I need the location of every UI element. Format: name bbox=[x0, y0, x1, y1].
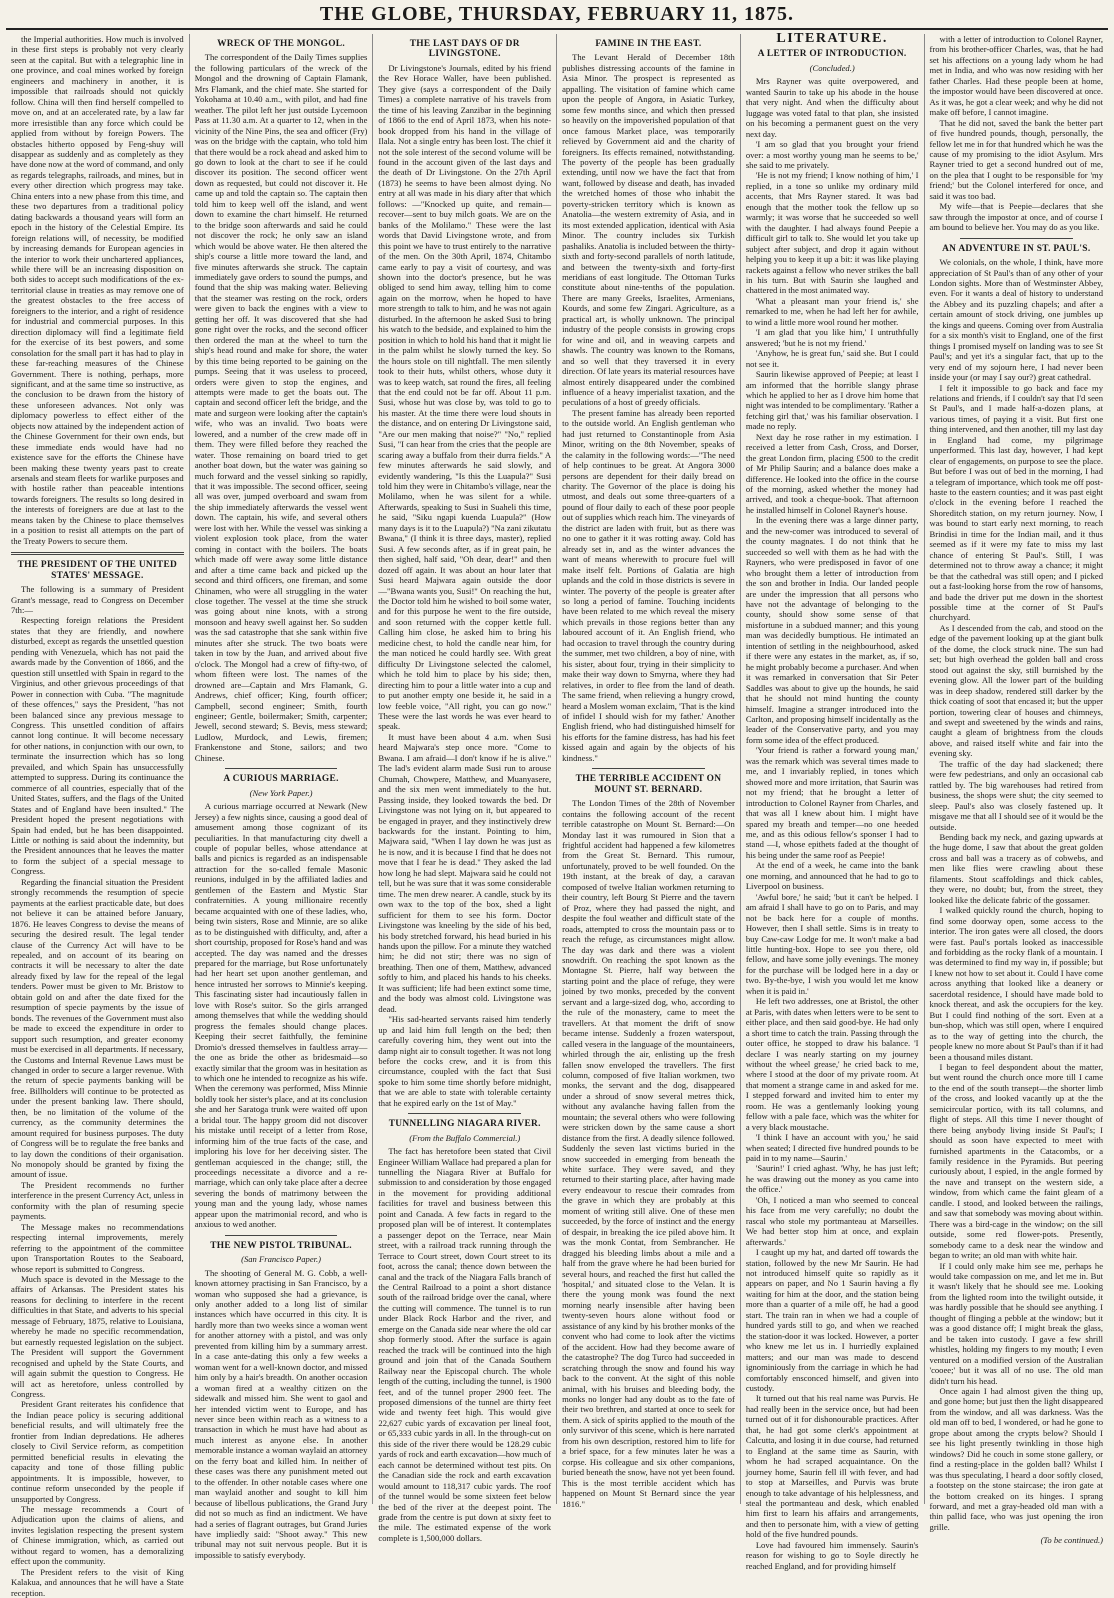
article-source: (San Francisco Paper.) bbox=[241, 1254, 322, 1265]
article-paragraph: I began to feel despondent about the matter, but went round the church once more till I came to the end of the south transept—the shorter limb of the cross, and looked vacantly up at the the semicircular portico, with its tall columns, and flight of steps. All this time I never thought of there being anybody living inside St Paul's; I should as soon have expected to meet with furnished apartments in the Catacombs, or a family residence in the Pyramids. But peering curiously about, I espied, in the angle formed by the nave and transept on the western side, a window, from which came the faint gleam of a candle. I stood, and looked between the railings, and saw that somebody was moving about within. There was a bird-cage in the window; on the sill outside, some red flower-pots. Presently, somebody came to a desk near the window and began to write; an old man with white hair. bbox=[929, 1061, 1104, 1261]
article-paragraph: It turned out that his real name was Purvis. He had really been in the service once, but had been turned out of it for dishonourable practices. After that, he had got some clerk's appointment at Calcutta, and losing it in due course, had returned to England at the same time as Saurin, with whom he had scraped acquaintance. On the journey home, Saurin fell ill with fever, and had to stop at Marseilles, and Purvis was brute enough to take advantage of his helplessness, and steal the portmanteau and desk, which enabled him first to learn his affairs and arrangements, and then to personate him, with a view of getting hold of the five hundred pounds. bbox=[745, 1393, 919, 1540]
article-source: (Concluded.) bbox=[809, 62, 855, 73]
article-headline: THE NEW PISTOL TRIBUNAL. bbox=[210, 1240, 352, 1251]
article-paragraph: The shooting of General M. G. Cobb, a well-known attorney practising in San Francisco, by a woman who supposed she had a grievance, is only another added to a long list of similar instances which have occurred in this city. It is hardly more than two weeks since a woman went for another attorney with a pistol, and was only prevented from killing him by a summary arrest. In a case ante-dating this only a few weeks a woman went for a well-known doctor, and missed him only by a hair's breadth. On another occasion a woman fired at a wealthy citizen on the sidewalk and missed him. She went to gaol and her intended victim went to Europe, and has never since been within reach as a witness to a transaction in which he must have had about as much interest as anyone else. In another memorable instance a woman waylaid an attorney on the ferry boat and killed him. In neither of these cases was there any punishment meted out to the offender. In other notable cases where one man waylaid another and sought to kill him because of libellous publications, the Grand Jury did not so much as find an indictment. We have had a series of flagrant outrages, but Grand Juries have impliedly said: "Shoot away." This new tribunal may not suit nervous people. But it is impossible to satisfy everybody. bbox=[194, 1267, 368, 1560]
article-paragraph: Mrs Rayner was quite overpowered, and wanted Saurin to take up his abode in the house that very night. And when the difficulty about luggage was voted fatal to that plan, she insisted on his becoming a permanent guest on the very next day. bbox=[745, 76, 919, 139]
article-headline: THE LAST DAYS OF DR LIVINGSTONE. bbox=[409, 39, 520, 60]
article-headline: AN ADVENTURE IN ST. PAUL'S. bbox=[942, 243, 1091, 254]
article-paragraph: At the end of a week, he came into the bank one morning, and announced that he had to go to Liverpool on business. bbox=[745, 860, 919, 892]
column-divider-rule bbox=[960, 238, 1074, 239]
article-paragraph: The London Times of the 28th of November contains the following account of the recent terrible catastrophe on Mount St. Bernard:—On Monday last it was rumoured in Sion that a frightful accident had happened a few kilometres from the Great St. Bernard. This rumour, unfortunately, proved to be well founded. On the 19th instant, at the break of day, a caravan composed of twelve Italian workmen returning to their country, left Bourg St Pierre and the tavern of Proz, where they had passed the night, and despite the foul weather and difficult state of the roads, attempted to cross the mountain pass or to reach the refuge, as circumstances might allow. The day was dark and there was a violent snowdrift. On reaching the spot known as the Montagne St. Pierre, half way between the starting point and the place of refuge, they were joined by two monks, preceded by the convent servant and a large-sized dog, who, according to the rule of the monastery, came to meet the travellers. At that moment the drift of snow became intense. Suddenly a frozen waterspout, called vesera in the language of the mountaineers, whirled through the air, enlisting up the fresh fallen snow enveloped the travellers. The first column, composed of five Italian workmen, two monks, the servant and the dog, disappeared under a shroud of snow several metres thick, without any avalanche having fallen from the mountain; the several others who were following were stricken down by the same cause a short distance from the first. A deadly silence followed. Suddenly the seven last victims buried in the snow succeeded in emerging from beneath the white surface. They were saved, and they returned to their starting place, after having made every endeavour to rescue their comrades from the grave in which they are probably at this moment of writing still alive. One of these men succeeded, by the force of instinct and the energy of despair, in breaking the ice piled above him. It was the monk Contat, from Sembrancher. He dragged his bleeding limbs about a mile and a half from the grave where he had been buried for several hours, and reached the first hut called the 'hospital,' and situated close to the Velan. It is there the young monk was found the next morning nearly insensible after having been twenty-seven hours alone without food or assistance of any kind by his brother monks of the convent who had come to look after the victims of the accident. How had they become aware of the catastrophe? The dog Turco had succeeded in scratching through the snow and found his way back to the convent. At the sight of this noble animal, with his bruises and bleeding body, the monks no longer had any doubt as to the fate of their two brethren, and started at once to seek for them. A sick of spirits applied to the mouth of the only survivor of this scene, which is here narrated from his own description, restored him to life for a brief space, for a few minutes later he was a corpse. His colleague and six other companions, buried beneath the snow, have not yet been found. This is the most terrible accident which has happened on Mount St Bernard since the year 1816." bbox=[562, 798, 735, 1509]
article-paragraph: 'I think I have an account with you,' he said when seated; I directed five hundred pounds to be paid in to my name—Saurin.' bbox=[745, 1132, 919, 1164]
article-paragraph: the Imperial authorities. How much is involved in these first steps is probably not very clearly seen at the capital. But with a telegraphic line in one province, and coal mines worked by foreign engineers and machinery in another, it is impossible that railroads should not quickly follow. China will then find herself compelled to move on, and at an accelerated rate, by a law far more irresistible than any force which could be applied from without by foreign Powers. The obstacles hitherto opposed by Feng-shuy will disappear as suddenly and as completely as they have done now at the word of command, and only as regards telegraphs, railroads, and mines, but in every other direction which progress may take. China enters into a new phase from this time, and these two departures from a traditional policy dating backwards a thousand years will form an epoch in the history of the Celestial Empire. Its foreign relations will, of necessity, be modified by increasing demands for European agencies in the interior to work their unchartered appliances, while there will be an increasing disposition on both sides to accept such modifications of the ex-territorial clause in treaties as may remove one of the greatest obstacles to the free access of foreigners to the interior, and a right of residence for industrial and commercial purposes. In this direction diplomacy will find a legitimate field for the exercise of its best powers, and some consolation for the small part it has had to play in these far-reaching measures of the Chinese Government. There is nothing, perhaps, more significant, and at the same time so instructive, as the conclusion to be drawn from the history of these unforeseen advances. Not only was diplomacy powerless to effect either of the objects now attained by the independent action of the Chinese Government for their own ends, but these immediate ends would have had no existence save for the efforts the Chinese have been making these twenty years past to create arsenals and steam fleets for warlike purposes and with hostile rather than peaceable intentions towards foreigners. The results so long desired in the interests of foreigners are due at last to the means taken by the Chinese to place themselves in a position to resist all attempts on the part of the Treaty Powers to secure them. bbox=[11, 34, 184, 546]
article-headline: WRECK OF THE MONGOL. bbox=[217, 39, 345, 49]
article-paragraph: I caught up my hat, and darted off towards the station, followed by the new Mr Saurin. He had not introduced himself quite so rapidly as it appears on paper, and No 1 Saurin having a fly waiting for him at the door, and the station being more than a quarter of a mile off, he had a good start. The train ran in when we had a couple of hundred yards still to go, and when we reached the station-door it was locked. However, a porter who knew me let us in. I hurriedly explained matters; and our man was made to descend ignominiously from the carriage in which he had comfortably ensconced himself, and given into custody. bbox=[745, 1247, 919, 1393]
article-source: (New York Paper.) bbox=[249, 787, 313, 798]
article-paragraph: Regarding the financial situation the President strongly recommends the resumption of specie payments at the earliest practicable date, but does not believe it can be attained before January, 1876. He leaves Congress to devise the means of securing the desired result. The legal tender clause of the Currency Act will have to be repealed, and on account of its bearing on contracts it will be necessary to alter the date already fixed by law for the repeal of the legal tenders. Power must be given to Mr. Bristow to obtain gold on and after the date fixed for the resumption of specie payments by the issue of bonds. The revenues of the Government must also be made to exceed the expenditure in order to support such resumption, and greater economy must be exercised in all departments. If necessary, the Customs and Internal Revenue Laws must be changed in order to secure a larger revenue. With the return of specie payments banking will be free. Billholders will continue to be protected as under the present banking law. There should, then, be no limitation of the volume of the currency, as the community determines the amount required for business purposes. The duty of Congress will be to regulate the free banks and to lay down the conditions of their organisation. No monopoly should be granted by fixing the amount of issue. bbox=[11, 876, 184, 1180]
article-headline: LITERATURE. bbox=[776, 31, 888, 46]
column-divider-rule bbox=[408, 1113, 521, 1114]
article-paragraph: 'What a pleasant man your friend is,' she remarked to me, when he had left her for awhile, to wind a little more wool round her mother. bbox=[745, 295, 919, 327]
article-paragraph: In the evening there was a large dinner party, and the new-comer was introduced to several of the county magnates. I do not think that he succeeded so well with them as he had with the Rayners, who were predisposed in favor of one who brought them a letter of introduction from the son and brother in India. Our landed people are under the impression that all persons who have not the advantage of belonging to the county, should show some sense of that misfortune in a subdued manner; and this young man was decidedly bumptious. He intimated an intention of settling in the neighbourhood, asked if there were any estates in the market, as, if so, he might probably become a purchaser. And when it was remarked in conversation that Sir Peter Saddles was about to give up the hounds, he said that he should not mind hunting the county himself. Imagine a stranger introduced into the Carlton, and proposing himself incidentally as the leader of the Conservative party, and you may form some idea of the effect produced. bbox=[745, 515, 919, 745]
column-divider-rule bbox=[225, 768, 338, 769]
article-headline: TUNNELLING NIAGARA RIVER. bbox=[388, 1119, 541, 1130]
article-headline: FAMINE IN THE EAST. bbox=[595, 39, 702, 49]
article-headline: A CURIOUS MARRIAGE. bbox=[223, 774, 339, 785]
article-paragraph: I felt it impossible to go back and face my relations and friends, if I couldn't say that I'd seen St Paul's, and I made half-a-dozen plans, at various times, of paying it a visit. But first one thing intervened, and then another, till my last day in England had come, my pilgrimage unperformed. This last day, however, I had kept clear of engagements, on purpose to see the place. But before I was out of bed in the morning, I had a telegram of importance, which took me off post-haste to the eastern counties; and it was past eight o'clock in the evening before I reached the Shoreditch station, on my return journey. Now, I was bound to start early next morning, to reach Brindisi in time for the Indian mail, and it thus seemed as if it were my fate to miss my last chance of entering St Paul's. Still, I was determined not to throw away a chance; it might be that the cathedral was still open; and I picked out a fast-looking horse from the row of hansoms, and bade the driver put me down in the shortest possible time at the corner of St Paul's churchyard. bbox=[929, 382, 1104, 623]
article-paragraph: Dr Livingstone's Journals, edited by his friend the Rev Horace Waller, have been published. They give (says a correspondent of the Daily Times) a complete narrative of his travels from the time of his leaving Zanzibar in the beginning of 1866 to the end of April 1873, when his note-book dropped from his hand in the village of Ilala. Not a single entry has been lost. The chief it not the sole interest of the second volume will be found in the account given of the last days and the death of Dr Livingstone. On the 27th April (1873) he seems to have been almost dying. No entry at all was made in his diary after that which follows: —"Knocked up quite, and remain—recover—sent to buy milch goats. We are on the banks of the Molilamo." These were the last words that David Livingstone wrote, and from this point we have to trust entirely to the narrative of the men. On the 30th April, 1874, Chitambo came early to pay a visit of courtesy, and was shown into the doctor's presence, but he was obliged to send him away, telling him to come again on the morrow, when he hoped to have more strength to talk to him, and he was not again disturbed. In the afternoon he asked Susi to bring his watch to the bedside, and explained to him the position in which to hold his hand that it might lie in the palm whilst he slowly turned the key. So the hours stole on till nightfall. The men silently took to their huts, whilst others, whose duty it was to keep watch, sat round the fires, all feeling that the end could not be far off. About 11 p.m. Susi, whose hut was close by, was told to go to his master. At the time there were loud shouts in the distance, and on entering Dr Livingstone said, "Are our men making that noise?" "No," replied Susi, "I can hear from the cries that the people are scaring away a buffalo from their durra fields." A few minutes afterwards he said slowly, and evidently wandering, "Is this the Luapula?" Susi told him they were in Chitambo's village, near the Molilamo, when he was silent for a while. Afterwards, speaking to Susi in Suaheli this time, he said, "Siku ngapi kuenda Luapula?" (How many days is it to the Luapula?) "Na zani zikutatu Bwana," (I think it is three days, master), replied Susi. A few seconds after, as if in great pain, he then sighed, half said, "Oh dear, dear!" and then dozed off again. It was about an hour later that Susi heard Majwara again outside the door—"Bwana wants you, Susi!" On reaching the hut, the Doctor told him he wished to boil some water, and for this purpose he went to the fire outside, and soon returned with the copper kettle full. Calling him close, he asked him to bring his medicine chest, to hold the candle near him, for the man noticed he could hardly see. With great difficulty Dr Livingstone selected the calomel, which he told him to place by his side; then, directing him to pour a little water into a cup and to put another empty one beside it, he said in a low feeble voice, "All right, you can go now." These were the last words he was ever heard to speak. bbox=[378, 62, 552, 732]
article-paragraph: It must have been about 4 a.m. when Susi heard Majwara's step once more. "Come to Bwana. I am afraid—I don't know if he is alive." The lad's evident alarm made Susi run to arouse Chumah, Chowpere, Matthew, and Muanyasere, and the six men went immediately to the hut. Passing inside, they looked towards the bed. Dr Livingstone was not lying on it, but appeared to be engaged in prayer, and they instinctively drew backwards for the instant. Pointing to him, Majwara said, "When I lay down he was just as he is now, and it is because I find that he does not move that I fear he is dead." They asked the lad how long he had slept. Majwara said he could not tell, but he was sure that it was some considerable time. The men drew nearer. A candle, stuck by its own wax to the top of the box, shed a light sufficient for them to see his form. Doctor Livingstone was kneeling by the side of his bed, his body stretched forward, his head buried in his hands upon the pillow. For a minute they watched him; he did not stir; there was no sign of breathing. Then one of them, Matthew, advanced softly to him, and placed his hands to his cheeks. It was sufficient; life had been extinct some time, and the body was almost cold. Livingstone was dead. bbox=[378, 731, 552, 1014]
article-headline: THE PRESIDENT OF THE UNITED STATES' MESSAGE. bbox=[17, 560, 178, 581]
article-paragraph: The Levant Herald of December 18th publishes distressing accounts of the famine in Asia Minor. The prospect is represented as appalling. The visitation of famine which came upon the people of Angora, in Asiatic Turkey, some few months since, and which then pressed so heavily on the impoverished population of that once famous Market place, was temporarily relieved by Government aid and the charity of foreigners. Its effects remained, notwithstanding. The poverty of the people has been gradually extending, until now we have the fact that from want, followed by disease and death, has invaded the wretched homes of those who inhabit the poverty-stricken territory which is known as Anatolia—the western extremity of Asia, and in its most extended application, identical with Asia Minor. The country includes six Turkish pashaliks. Anatolia is included between the thirty-sixth and forty-second parallels of north latitude, and between the twenty-sixth and forty-first meridians of east longitude. The Ottoman Turks constitute about nine-tenths of the population. There are many Greeks, Israelites, Armenians, Kourds, and some few Zingari. Agriculture, as a practical art, is wholly unknown. The principal industry of the people consists in growing crops for wine and oil, and in weaving carpets and shawls. The country was known to the Romans, and so well that they traversed it in every direction. Of late years its material resources have almost entirely disappeared under the combined influence of a heavy imperialist taxation, and the peculations of a host of greedy officials. bbox=[562, 52, 735, 408]
article-paragraph: The message recommends a Court of Adjudication upon the claims of aliens, and invites legislation respecting the present system of Chinese immigration, which, as carried out without regard to women, has a demoralizing effect upon the community. bbox=[11, 1503, 184, 1567]
article-paragraph: That he did not, saved the bank the better part of five hundred pounds, though, personally, the fellow let me in for that hundred which he was the cause of my promising to the idiot Asylum. Mrs Rayner tried to get a second hundred out of me, on the plea that I ought to be responsible for 'my friend;' but the Colonel interfered for once, and said it was too bad. bbox=[929, 117, 1104, 201]
article-paragraph: The fact has heretofore been stated that Civil Engineer William Wallace had prepared a plan for tunnelling the Niagara River at Buffalo for submission to and consideration by those engaged in the movement for providing additional facilities for travel and business between this point and Canada. A few facts in regard to the proposed plan will be of interest. It contemplates a passenger depot on the Terrace, near Main street, with a railroad track running through the Terrace to Court street, down Court street to its foot, across the canal; thence down between the canal and the track of the Niagara Falls branch of the Central Railroad to a point a short distance south of the railroad bridge over the canal, where the cutting will commence. The tunnel is to run under Black Rock Harbor and the river, and emerge on the Canada side near where the old car shop formerly stood. After the surface is again reached the track will be continued into the high ground and join that of the Canada Southern Railway near the Episcopal church. The whole length of the cutting, including the tunnel, is 1900 feet, and of the tunnel proper 2900 feet. The proposed dimensions of the tunnel are thirty feet wide and twenty feet high. This would give 22,627 cubic yards of excavation per lineal foot, or 65,333 cubic yards in all. In the through-cut on this side of the river there would be 128.29 cubic yards of rock and earth excavation—how much of each cannot be determined without test pits. On the Canadian side the rock and earth excavation would amount to 118,317 cubic yards. The roof of the tunnel would be some sixteen feet below the bed of the river at the deepest point. The grade from the centre is put down at sixty feet to the mile. The estimated expense of the work complete is 1,500,000 dollars. bbox=[378, 1146, 552, 1543]
article-paragraph: 'I am glad that you like him,' I untruthfully answered; 'but he is not my friend.' bbox=[745, 327, 919, 348]
article-headline: A LETTER OF INTRODUCTION. bbox=[757, 49, 907, 60]
column-4 bbox=[557, 34, 741, 1509]
article-paragraph: 'Anyhow, he is great fun,' said she. But I could not see it. bbox=[745, 348, 919, 369]
article-paragraph: We colonials, on the whole, I think, have more appreciation of St Paul's than of any other of your London sights. More than of Westminster Abbey, even. For it wants a deal of history to understand the Abbey and its puzzling chapels; and after a certain amount of stock driving, one jumbles up the kings and queens. Coming over from Australia for a six month's visit to England, one of the first things I promised myself on landing was to see St Paul's; and yet it's a singular fact, that up to the very end of my sojourn here, I had never been inside your (or may I say our?) great cathedral. bbox=[929, 257, 1104, 383]
column-3 bbox=[373, 34, 557, 1543]
column-1 bbox=[6, 34, 190, 1598]
article-paragraph: 'I am so glad that you brought your friend over: a most worthy young man he seems to be,' she said to me privately. bbox=[745, 139, 919, 170]
article-paragraph: with a letter of introduction to Colonel Rayner, from his brother-officer Charles, was, that he had set his affections on a young lady whom he had met in India, and who was now residing with her father Charles. Had these people been at home, the impostor would have been discovered at once. As it was, he got a clear week; and why he did not make off before, I cannot imagine. bbox=[929, 34, 1104, 118]
article-paragraph: A curious marriage occurred at Newark (New Jersey) a few nights since, causing a good deal of amusement among those cognizant of its peculiarities. In that manufacturing city dwell a couple of popular belles, whose attendance at balls and picnics is regarded as an indispensable attraction for the so-called female Masonic reunions, indulged in by the affiliated ladies and gentlemen of the Eastern and Mystic Star confraternities. A young millionaire recently became acquainted with one of these ladies, who, being twin sisters, Rose and Minnie, are so alike as to be distinguished with difficulty, and, after a short courtship, proposed for Rose's hand and was accepted. The day was named and the dresses prepared for the marriage, but Rose unfortunately had her heart set upon another gentleman, and hence intrusted her sorrows to Minnie's keeping. This fascinating sister had incautiously fallen in love with Rose's suitor. So the girls arranged among themselves that while the wedding should progress the females should change places. Keeping their secret faithfully, the feminine Dromio's dressed themselves in faultless array—the one as bride the other as bridesmaid—so exactly similar that the groom was in hesitation as to which one he intended to recognize as his wife. When the ceremony was performed, Miss Minnie boldly took her sister's place, and at its conclusion she and her Saratoga trunk were waited off upon a bridal tour. The happy groom did not discover his mistake until receipt of a letter from Rose, informing him of the true facts of the case, and imploring his love for her deceiving sister. The gentleman acquiesced in the change; still, the proceedings necessitate a divorce and a re-marriage, which can only take place after a decree severing the bonds of matrimony between the young man and the young lady, whose names appear upon the matrimonial record, and who is anxious to wed another. bbox=[194, 801, 368, 1230]
column-5 bbox=[741, 31, 925, 1571]
article-paragraph: My wife—that is Peepie—declares that she saw through the impostor at once, and of course I am bound to believe her. You may do as you like. bbox=[929, 201, 1104, 233]
article-paragraph: As I descended from the cab, and stood on the edge of the pavement looking up at the giant bulk of the dome, the clock struck nine. The sun had set; but high overhead the golden ball and cross stood out against the sky, still burnished by the evening glow. All the lower part of the building was in deep shadow, rendered still darker by the thick coating of soot that encased it; but the upper portion, towering clear of houses and chimneys, and swept and sweetened by the winds and rains, caught a gleam of brightness from the clouds above, and raised itself white and fair into the evening sky. bbox=[929, 622, 1104, 759]
article-paragraph: "His sad-hearted servants raised him tenderly up and laid him full length on the bed; then carefully covering him, they went out into the damp night air to consult together. It was not long before the cocks crew, and it is from this circumstance, coupled with the fact that Susi spoke to him some time shortly before midnight, that we are able to state with tolerable certainty that he expired early on the 1st of May." bbox=[378, 1014, 552, 1108]
column-divider-rule bbox=[11, 552, 184, 555]
article-paragraph: The traffic of the day had slackened; there were few pedestrians, and only an occasional cab rattled by. The big warehouses had retired from business, the shops were shut; the city seemed to sleep. Paul's also was closely fastened up. It misgave me that all I should see of it would be the outside. bbox=[929, 758, 1104, 832]
article-paragraph: Much space is devoted in the Message to the affairs of Arkansas. The President states his reasons for declining to interfere in the recent difficulties in that State, and adverts to his special message of February, 1875, relative to Louisiana, whereby he made no specific recommendation, but earnestly requested legislation on the subject. The President will support the Government recognised and upheld by the State Courts, and will again submit the question to Congress. He will act as heretofore, unless controlled by Congress. bbox=[11, 1274, 184, 1399]
article-paragraph: Respecting foreign relations the President states that they are friendly, and nowhere disturbed, except as regards the unsettled question pending with Venezuela, which has not paid the awards made by the Convention of 1866, and the question still unsettled with Spain in regard to the Virginius, and other grievous proceedings of that Power in connection with Cuba. "The magnitude of these offences," says the President, "has not been balanced since any previous message to Congress. This unsettled condition of affairs cannot long continue. It will become necessary for other nations, in conjunction with our own, to terminate the insurrection which has so long prevailed, and which Spain has unsuccessfully attempted to suppress. During its continuance the commerce of all countries, especially that of the United States, suffers, and the flags of the United States and of England have been insulted." The President hoped the present negotiations with Spain had ended, but he has been disappointed. Little or nothing is said about the indemnity, but the President announces that he leaves the matter to form the subject of a special message to Congress. bbox=[11, 615, 184, 877]
article-paragraph: 'Saurin!' I cried aghast. 'Why, he has just left; he was drawing out the money as you came into the office.' bbox=[745, 1163, 919, 1195]
columns-container bbox=[6, 31, 1108, 1598]
article-paragraph: The Message makes no recommendations respecting internal improvements, merely referring to the appointment of the committee upon Transportation Routes to the Seaboard, whose report is submitted to Congress. bbox=[11, 1221, 184, 1274]
article-paragraph: 'Oh, I noticed a man who seemed to conceal his face from me very carefully; no doubt the rascal who stole my portmanteau at Marseilles. We had better stop him at once, and explain afterwards.' bbox=[745, 1194, 919, 1247]
article-paragraph: I walked quickly round the church, hoping to find some doorway open, some access to the interior. The iron gates were all closed, the doors were fast. Paul's portals looked as inaccessible and forbidding as the rocky flank of a mountain. I was determined to find my way in, if possible; but I knew not how to set about it. Could I have come across anything that looked like a deanery or sacerdotal residence, I should have made bold to knock thereat, and ask the occupiers for the key. But I could find nothing of the sort. Even at a bun-shop, which was still open, where I enquired as to the way of getting into the church, the people knew no more about St Paul's than if it had been a thousand miles distant. bbox=[929, 905, 1104, 1062]
article-paragraph: The President refers to the visit of King Kalakua, and announces that he will have a State reception. bbox=[11, 1566, 184, 1598]
column-6 bbox=[925, 34, 1109, 1546]
article-paragraph: Next day he rose rather in my estimation. I received a letter from Cash, Cross, and Dorser, the great London firm, placing £500 to the credit of Mr Philip Saurin; and a balance does make a difference. He looked into the office in the course of the morning, asked whether the money had arrived, and took a cheque-book. That afternoon he installed himself in Colonel Rayner's house. bbox=[745, 431, 919, 515]
article-paragraph: 'He is not my friend; I know nothing of him,' I replied, in a tone so unlike my ordinary mild accents, that Mrs Rayner stared. It was bad enough that the mother took the fellow up so warmly; it was worse that he succeeded so well with the daughter. I had always found Peepie a difficult girl to talk to. She would let you take up subject after subject, and drop it again without helping you to keep it up a bit: it was like playing rackets against a fellow who never strikes the ball in his turn. But with Saurin she laughed and chattered in the most animated way. bbox=[745, 170, 919, 296]
article-paragraph: 'Awful bore,' he said; 'but it can't be helped. I am afraid I shall have to go on to Paris, and may not be back here for a couple of months. However, then I shall settle. Sims is in treaty to buy Caw-caw Lodge for me. It won't make a bad little hunting-box. Hope to see you there, old fellow, and have some jolly evenings. The money for the purchase will be lodged here in a day or two. By-the-bye, I wish you would let me know when it is paid in.' bbox=[745, 891, 919, 996]
column-divider-rule bbox=[225, 1235, 338, 1236]
article-paragraph: Once again I had almost given the thing up, and gone home; but just then the light disappeared from the window, and all was darkness. Was the old man off to bed, I wondered, or had he gone to grope about among the crypts below? Should I see his light presently twinkling in those high windows? Did he couch in some stone gallery, or find a resting-place in the golden ball? Whilst I was thus speculating, I heard a door softly closed, a footstep on the stone staircase; the iron gate at the bottom creaked on its hinges. I sprang forward, and met a gray-headed old man with a thin pallid face, who was just opening the iron grille. bbox=[929, 1386, 1104, 1532]
article-paragraph: If I could only make him see me, perhaps he would take compassion on me, and let me in. But it wasn't likely that he should see me. Looking from the lighted room into the twilight outside, it was hardly possible that he should see anything. I thought of flinging a pebble at the window; but it was a good distance off; I might break the glass, and be taken into custody. I gave a few shrill whistles, holding my fingers to my mouth; I even ventured on a modified version of the Australian 'cooee;' but it was all of no use. The old man didn't turn his head. bbox=[929, 1260, 1104, 1386]
article-paragraph: The President recommends no further interference in the present Currency Act, unless in conformity with the plan of resuming specie payments. bbox=[11, 1179, 184, 1222]
article-headline: THE TERRIBLE ACCIDENT ON MOUNT ST. BERNARD. bbox=[575, 774, 722, 795]
article-paragraph: 'Your friend is rather a forward young man,' was the remark which was several times made to me, and I invariably replied, in tones which showed more and more irritation, that Saurin was not my friend; that he brought a letter of introduction to Colonel Rayner from Charles, and that was all I knew about him. I might have spared my breath and temper—no one heeded me, and as this odious fellow's sponser I had to stand —I, whose epithets faded at the thought of his being under the same roof as Peepie! bbox=[745, 745, 919, 860]
masthead: THE GLOBE, THURSDAY, FEBRUARY 11, 1875. bbox=[6, 0, 1108, 30]
continued-note: (To be continued.) bbox=[1040, 1535, 1104, 1546]
article-paragraph: Love had favoured him immensely. Saurin's reason for wishing to go to Soyle directly he reached England, and for providing himself bbox=[745, 1539, 919, 1571]
article-paragraph: The following is a summary of President Grant's message, read to Congress on December 7th:— bbox=[11, 584, 184, 616]
article-paragraph: The correspondent of the Daily Times supplies the following particulars of the wreck of the Mongol and the drowning of Captain Flamank, Mrs Flamank, and the chief mate. She started for Yokohama at 10.40 a.m., with pilot, and had fine weather. The pilot left her just outside Lycemoon Pass at 11.30 a.m. At a quarter to 12, when in the vicinity of the Nine Pins, the sea and officer (Fry) was on the bridge with the captain, who told him that there would be a rock ahead and asked him to go down to look at the chart to see if he could discover its position. The second officer went down as requested, but could not discover it. He came up and told the captain so. The captain then told him to keep well off the island, and went down to examine the chart himself. He returned to the bridge soon afterwards and said he could not discover the rock; he only saw an island which would be above water. He then altered the ship's course a little more toward the land, and five minutes afterwards she struck. The captain immediately gave orders to sound the pumps, and found that the ship was making water. Believing that the steamer was resting on the rock, orders were given to back the engines with a view to getting her off. It was discovered that she had gone right over the rocks, and the second officer then ordered the man at the wheel to turn the ship's head round and make for shore, the water by this time being reported to be gaining on the pumps. Seeing that it was useless to proceed, orders were given to stop the engines, and attempts were made to get the boats out. The captain and second officer left the bridge, and the mate and surgeon were looking after the captain's wife, who was an invalid. Two boats were lowered, and a number of the crew made off in them. They were filled before they reached the water. Those remaining on board tried to get another boat down, but the water was gaining so much forward and the vessel sinking so rapidly, that it was impossible. The second officer, seeing all was over, jumped overboard and swam from the ship immediately afterwards the vessel went down. The captain, his wife, and several others were lost with her. While the vessel was sinking a violent explosion took place, from the water coming in contact with the boilers. The boats which made off were away some little distance and after a time came back and picked up the second and third officers, one fireman, and some Chinamen, who were all struggling in the water close together. The vessel at the time she struck was going about nine knots, with a strong monsoon and heavy swell against her. So sudden was the sad catastrophe that she sank within five minutes after she struck. The two boats were taken in tow by the Juan, and arrived about five o'clock. The Mongol had a crew of fifty-two, of whom fifteen were lost. The names of the drowned are—Captain and Mrs Flamank, G. Andrews, chief officer; King, fourth officer; Campbell, second engineer; Smith, fourth engineer; Gentle, boilermaker; Smith, carpenter; Jewell, second steward; S. Bevis, mess steward; Ludlow, Murdock, and Lewis, firemen; Frankenstone and Stone, sailors; and two Chinese. bbox=[194, 52, 368, 763]
article-paragraph: He left two addresses, one at Bristol, the other at Paris, with dates when letters were to be sent to either place, and then said good-bye. He had only a short time to catch the train. Passing through the outer office, he stopped to draw his balance. 'I declare I was nearly starting on my journey without the wheel grease,' he cried back to me, where I stood at the door of my private room. At that moment a strange came in and asked for me. I stepped forward and invited him to enter my room. He was a gentlemanly looking young fellow with a pale face, which was the whiter for a very black moustache. bbox=[745, 996, 919, 1132]
column-2 bbox=[190, 34, 374, 1560]
article-source: (From the Buffalo Commercial.) bbox=[409, 1132, 521, 1143]
article-paragraph: President Grant reiterates his confidence that the Indian peace policy is securing additional beneficial results, and will ultimately free the frontier from Indian depredations. He adheres closely to Civil Service reform, as competition permitted beneficial results in elevating the capacity and tone of those filling public appointments. It is impossible, however, to continue reform unseconded by the people if unsupported by Congress. bbox=[11, 1399, 184, 1504]
article-paragraph: Bending back my neck, and gazing upwards at the huge dome, I saw that about the great golden cross and ball was a tracery as of cobwebs, and men like flies were crawling about these filaments. Stout scaffoldings and thick cables, they were, no doubt; but, from the street, they looked like the delicate fabric of the gossamer. bbox=[929, 831, 1104, 905]
article-paragraph: Saurin likewise approved of Peepie; at least I am informed that the horrible slangy phrase which he applied to her as I drove him home that night was intended to be complimentary. 'Rather a fetching girl that,' was his familiar observation. I made no reply. bbox=[745, 369, 919, 432]
column-divider-rule bbox=[592, 768, 705, 769]
article-paragraph: The present famine has already been reported to the outside world. An English gentleman who had just returned to Constantinople from Asia Minor, writing on the 8th November, speaks of the calamity in the following words:—"The need of help continues to be great. At Angora 3000 persons are dependent for their daily bread on charity. The Governor of the place is doing his utmost, and deals out some three-quarters of a pound of flour daily to each of these poor people out of supplies which reach him. The vineyards of the district are laden with fruit, but as there was no one to gather it it was rotting away. Cold has already set in, and as the winter advances the want of means wherewith to procure fuel will make itself felt. Portions of Galatia are high uplands and the cold in those districts is severe in winter. The poverty of the people is greater after so long a period of famine. Touching incidents have been related to me which reveal the misery which prevails in those regions better than any laboured account of it. An English friend, who had occasion to travel through the country during the summer, met two children, a boy of nine, with his sister, about four, trying in their simplicity to make their way down to Smyrna, where they had relatives, in order to flee from the land of death. The same friend, when relieving a hungry crowd, heard a Moslem woman exclaim, 'That is the kind of infidel I should wish for my father.' Another English friend, who had distinguished himself for his efforts for the famine distress, has had his feet kissed again and again by the objects of his kindness." bbox=[562, 407, 735, 763]
